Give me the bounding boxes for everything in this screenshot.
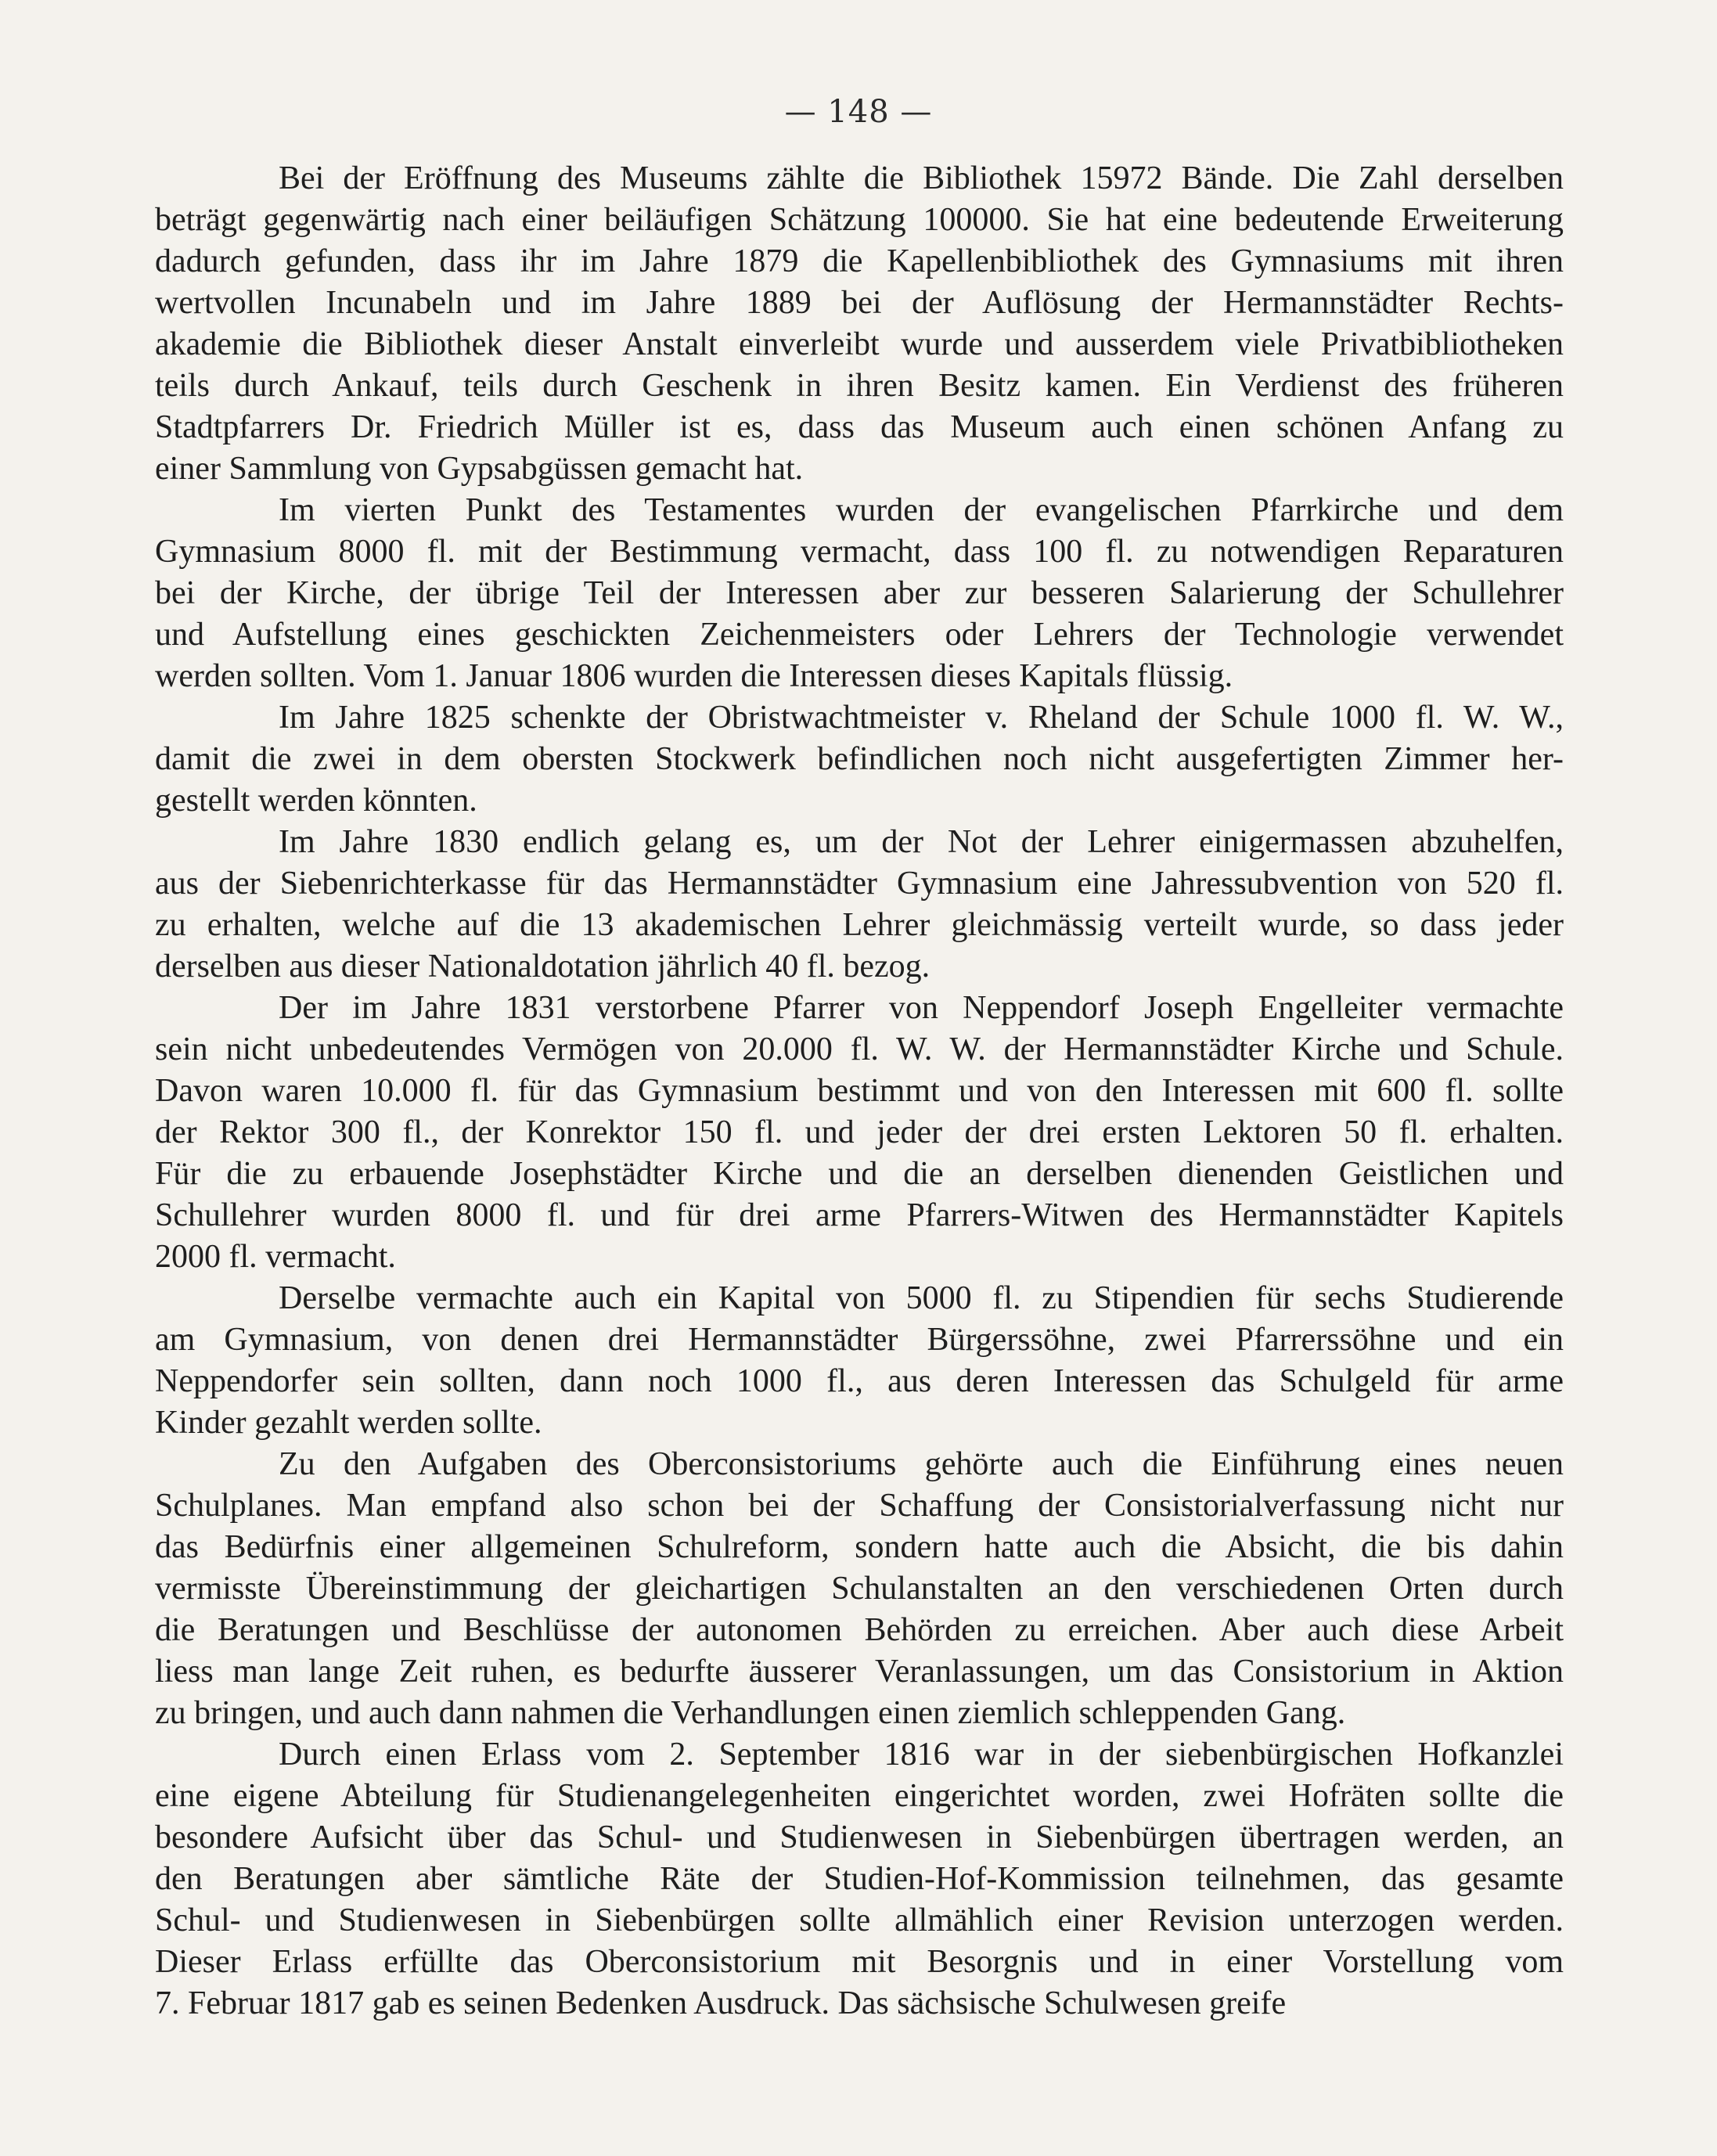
text-line: am Gymnasium, von denen drei Hermannstädter Bürgerssöhne, zwei Pfarrerssöhne und ein	[155, 1322, 1564, 1358]
text-line: Der im Jahre 1831 verstorbene Pfarrer von Neppendorf Joseph Engelleiter vermachte	[279, 990, 1564, 1026]
text-line: Für die zu erbauende Josephstädter Kirche und die an derselben dienenden Geistlichen und	[155, 1156, 1564, 1192]
text-line: den Beratungen aber sämtliche Räte der Studien-Hof-Kommission teilnehmen, das gesamte	[155, 1861, 1564, 1897]
text-line: sein nicht unbedeutendes Vermögen von 20.000 fl. W. W. der Hermannstädter Kirche und Schule.	[155, 1031, 1564, 1067]
paragraph	[155, 490, 1564, 697]
paragraph	[155, 1444, 1564, 1734]
paragraph	[155, 988, 1564, 1278]
text-line: eine eigene Abteilung für Studienangelegenheiten eingerichtet worden, zwei Hofräten sollte die	[155, 1778, 1564, 1814]
text-line: Stadtpfarrers Dr. Friedrich Müller ist es, dass das Museum auch einen schönen Anfang zu	[155, 409, 1564, 445]
text-line: zu bringen, und auch dann nahmen die Verhandlungen einen ziemlich schleppenden Gang.	[155, 1695, 1346, 1731]
text-line: Zu den Aufgaben des Oberconsistoriums gehörte auch die Einführung eines neuen	[279, 1446, 1564, 1482]
text-line: Dieser Erlass erfüllte das Oberconsistorium mit Besorgnis und in einer Vorstellung vom	[155, 1944, 1564, 1980]
text-line: 7. Februar 1817 gab es seinen Bedenken Ausdruck. Das sächsische Schulwesen greife	[155, 1985, 1287, 2021]
text-line: Schulplanes. Man empfand also schon bei der Schaffung der Consistorialverfassung nicht nur	[155, 1488, 1564, 1524]
page-number: — 148 —	[784, 94, 933, 130]
paragraph	[155, 1278, 1564, 1444]
text-line: aus der Siebenrichterkasse für das Hermannstädter Gymnasium eine Jahressubvention von 520 fl.	[155, 866, 1564, 902]
text-line: derselben aus dieser Nationaldotation jährlich 40 fl. bezog.	[155, 948, 930, 984]
text-line: Kinder gezahlt werden sollte.	[155, 1405, 542, 1441]
text-line: wertvollen Incunabeln und im Jahre 1889 bei der Auflösung der Hermannstädter Rechts-	[155, 285, 1564, 321]
text-line: einer Sammlung von Gypsabgüssen gemacht hat.	[155, 451, 804, 487]
text-line: das Bedürfnis einer allgemeinen Schulreform, sondern hatte auch die Absicht, die bis dahin	[155, 1529, 1564, 1565]
text-line: dadurch gefunden, dass ihr im Jahre 1879 die Kapellenbibliothek des Gymnasiums mit ihren	[155, 243, 1564, 279]
text-line: gestellt werden könnten.	[155, 783, 477, 819]
paragraph	[155, 158, 1564, 490]
text-line: beträgt gegenwärtig nach einer beiläufigen Schätzung 100000. Sie hat eine bedeutende Erweiterung	[155, 202, 1564, 238]
text-line: Schullehrer wurden 8000 fl. und für drei arme Pfarrers-Witwen des Hermannstädter Kapitels	[155, 1197, 1564, 1233]
text-line: werden sollten. Vom 1. Januar 1806 wurden die Interessen dieses Kapitals flüssig.	[155, 658, 1233, 694]
text-line: Schul- und Studienwesen in Siebenbürgen sollte allmählich einer Revision unterzogen werden.	[155, 1902, 1564, 1938]
text-line: die Beratungen und Beschlüsse der autonomen Behörden zu erreichen. Aber auch diese Arbeit	[155, 1612, 1564, 1648]
text-line: Bei der Eröffnung des Museums zählte die Bibliothek 15972 Bände. Die Zahl derselben	[279, 160, 1564, 196]
paragraph	[155, 1734, 1564, 2025]
text-line: teils durch Ankauf, teils durch Geschenk in ihren Besitz kamen. Ein Verdienst des früheren	[155, 368, 1564, 404]
body-text	[155, 158, 1564, 2025]
text-line: liess man lange Zeit ruhen, es bedurfte äusserer Veranlassungen, um das Consistorium in Aktion	[155, 1654, 1564, 1690]
text-line: Im Jahre 1830 endlich gelang es, um der Not der Lehrer einigermassen abzuhelfen,	[279, 824, 1564, 860]
text-line: Derselbe vermachte auch ein Kapital von 5000 fl. zu Stipendien für sechs Studierende	[279, 1280, 1564, 1316]
text-line: vermisste Übereinstimmung der gleichartigen Schulanstalten an den verschiedenen Orten durch	[155, 1571, 1564, 1607]
text-line: Gymnasium 8000 fl. mit der Bestimmung vermacht, dass 100 fl. zu notwendigen Reparaturen	[155, 534, 1564, 570]
text-line: der Rektor 300 fl., der Konrektor 150 fl. und jeder der drei ersten Lektoren 50 fl. erhalten.	[155, 1114, 1564, 1150]
text-line: Im Jahre 1825 schenkte der Obristwachtmeister v. Rheland der Schule 1000 fl. W. W.,	[279, 700, 1564, 736]
text-line: besondere Aufsicht über das Schul- und Studienwesen in Siebenbürgen übertragen werden, an	[155, 1819, 1564, 1855]
text-line: akademie die Bibliothek dieser Anstalt einverleibt wurde und ausserdem viele Privatbibliotheken	[155, 326, 1564, 362]
text-line: Davon waren 10.000 fl. für das Gymnasium bestimmt und von den Interessen mit 600 fl. sollte	[155, 1073, 1564, 1109]
text-line: Im vierten Punkt des Testamentes wurden der evangelischen Pfarrkirche und dem	[279, 492, 1564, 528]
text-line: 2000 fl. vermacht.	[155, 1239, 396, 1275]
text-line: Neppendorfer sein sollten, dann noch 1000 fl., aus deren Interessen das Schulgeld für arme	[155, 1363, 1564, 1399]
text-line: zu erhalten, welche auf die 13 akademischen Lehrer gleichmässig verteilt wurde, so dass jeder	[155, 907, 1564, 943]
text-line: bei der Kirche, der übrige Teil der Interessen aber zur besseren Salarierung der Schullehrer	[155, 575, 1564, 611]
text-line: Durch einen Erlass vom 2. September 1816 war in der siebenbürgischen Hofkanzlei	[279, 1737, 1564, 1773]
paragraph	[155, 697, 1564, 822]
paragraph	[155, 822, 1564, 988]
text-line: damit die zwei in dem obersten Stockwerk befindlichen noch nicht ausgefertigten Zimmer her-	[155, 741, 1564, 777]
text-line: und Aufstellung eines geschickten Zeichenmeisters oder Lehrers der Technologie verwendet	[155, 617, 1564, 653]
